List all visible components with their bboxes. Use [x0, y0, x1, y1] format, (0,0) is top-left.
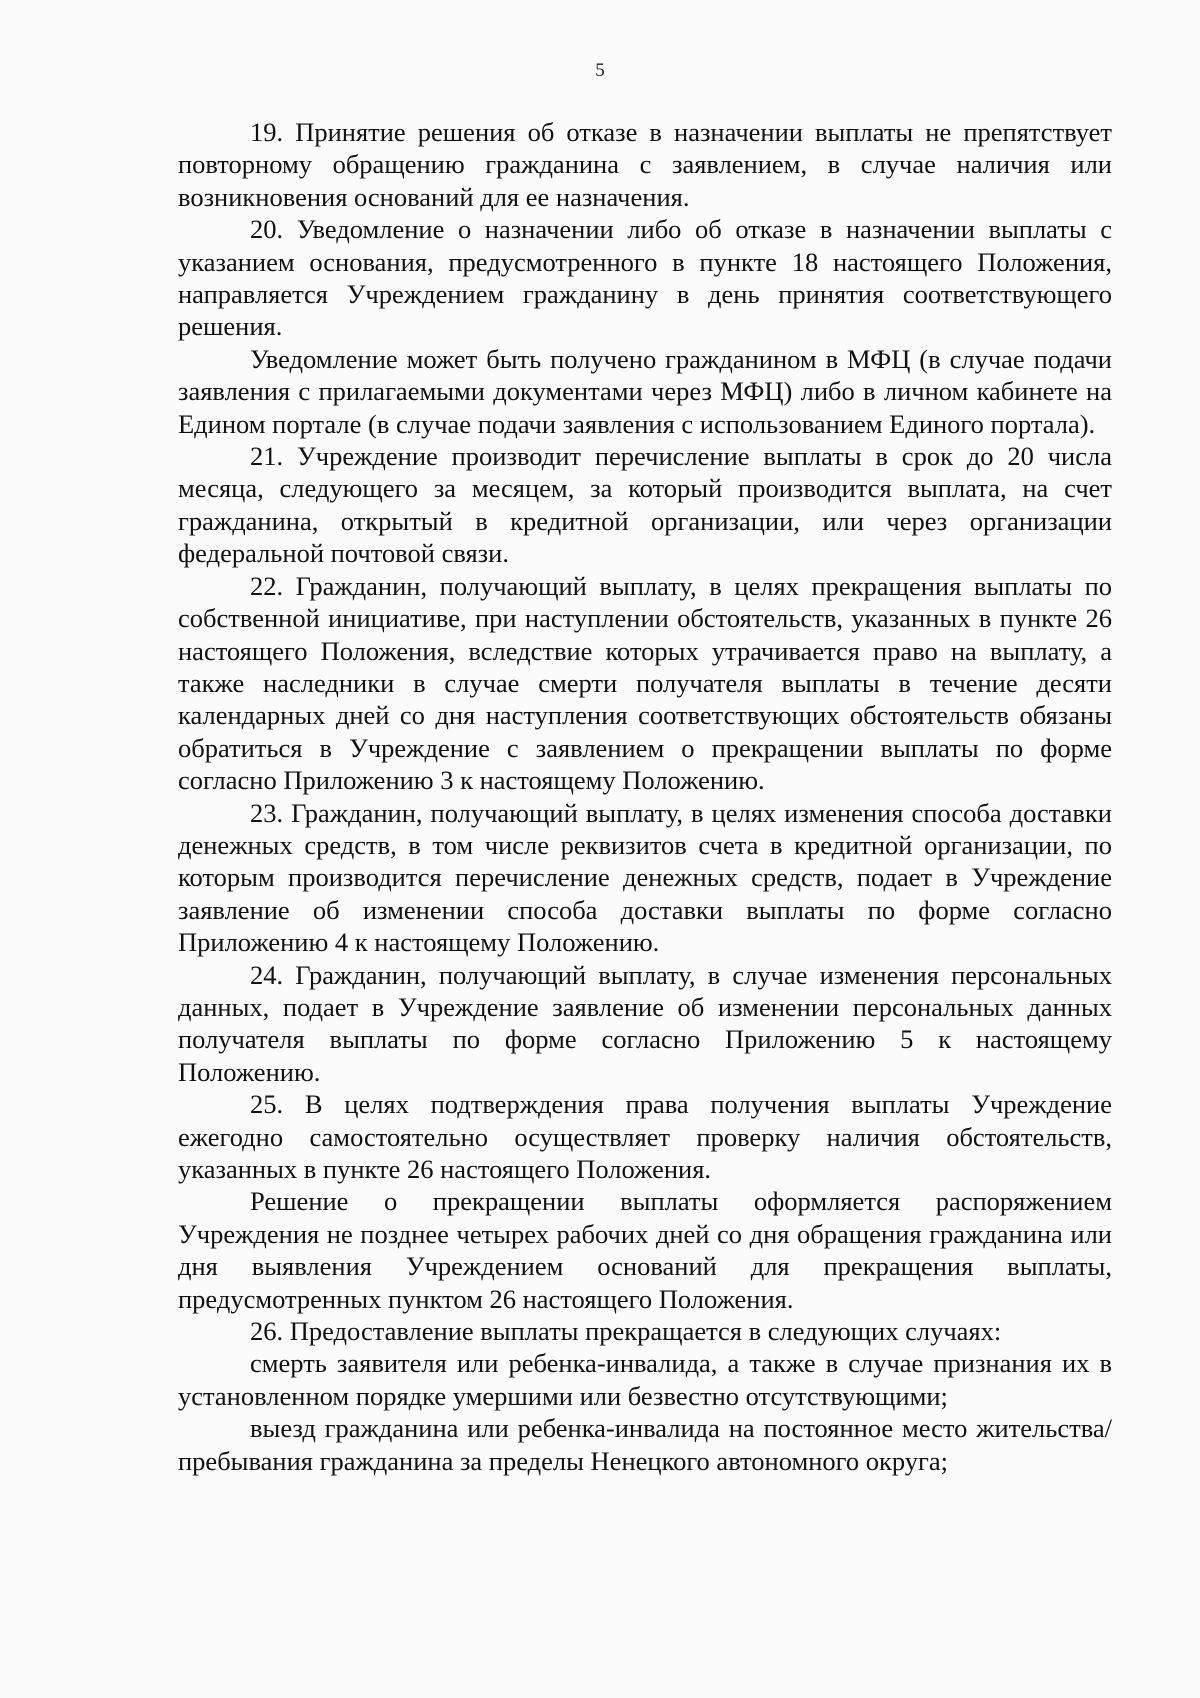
paragraph-20-notification: Уведомление может быть получено гражданином в МФЦ (в случае подачи заявления с прилагаемыми документами через МФЦ) либо в личном кабинете на Едином портале (в случае подачи заявления с использованием Единого портала). [178, 343, 1112, 439]
page-number: 5 [595, 60, 605, 81]
paragraph-19: 19. Принятие решения об отказе в назначении выплаты не препятствует повторному обращению гражданина с заявлением, в случае наличия или возникновения оснований для ее назначения. [178, 117, 1112, 212]
paragraph-24: 24. Гражданин, получающий выплату, в случае изменения персональных данных, подает в Учреждение заявление об изменении персональных данных получателя выплаты по форме согласно Приложению 5 к настоящему Положению. [178, 959, 1112, 1087]
paragraph-23: 23. Гражданин, получающий выплату, в целях изменения способа доставки денежных средств, в том числе реквизитов счета в кредитной организации, по которым производится перечисление денежных средств, подает в Учреждение заявление об изменении способа доставки выплаты по форме согласно Приложению 4 к настоящему Положению. [178, 797, 1112, 958]
paragraph-25: 25. В целях подтверждения права получения выплаты Учреждение ежегодно самостоятельно осуществляет проверку наличия обстоятельств, указанных в пункте 26 настоящего Положения. [178, 1089, 1112, 1184]
paragraph-25-decision: Решение о прекращении выплаты оформляется распоряжением Учреждения не позднее четырех рабочих дней со дня обращения гражданина или дня выявления Учреждением оснований для прекращения выплаты, предусмотренных пунктом 26 настоящего Положения. [178, 1186, 1112, 1314]
paragraph-26-case-departure: выезд гражданина или ребенка-инвалида на постоянное место жительства/пребывания гражданина за пределы Ненецкого автономного округа; [178, 1413, 1112, 1476]
paragraph-21: 21. Учреждение производит перечисление выплаты в срок до 20 числа месяца, следующего за месяцем, за который производится выплата, на счет гражданина, открытый в кредитной организации, или через организации федеральной почтовой связи. [178, 441, 1112, 569]
document-body [178, 116, 1112, 1477]
paragraph-26-case-death: смерть заявителя или ребенка-инвалида, а также в случае признания их в установленном порядке умершими или безвестно отсутствующими; [178, 1348, 1112, 1411]
paragraph-20: 20. Уведомление о назначении либо об отказе в назначении выплаты с указанием основания, предусмотренного в пункте 18 настоящего Положения, направляется Учреждением гражданину в день принятия соответствующего решения. [178, 214, 1112, 342]
paragraph-22: 22. Гражданин, получающий выплату, в целях прекращения выплаты по собственной инициативе, при наступлении обстоятельств, указанных в пункте 26 настоящего Положения, вследствие которых утрачивается право на выплату, а также наследники в случае смерти получателя выплаты в течение десяти календарных дней со дня наступления соответствующих обстоятельств обязаны обратиться в Учреждение с заявлением о прекращении выплаты по форме согласно Приложению 3 к настоящему Положению. [178, 570, 1112, 796]
paragraph-26: 26. Предоставление выплаты прекращается в следующих случаях: [250, 1316, 1002, 1347]
